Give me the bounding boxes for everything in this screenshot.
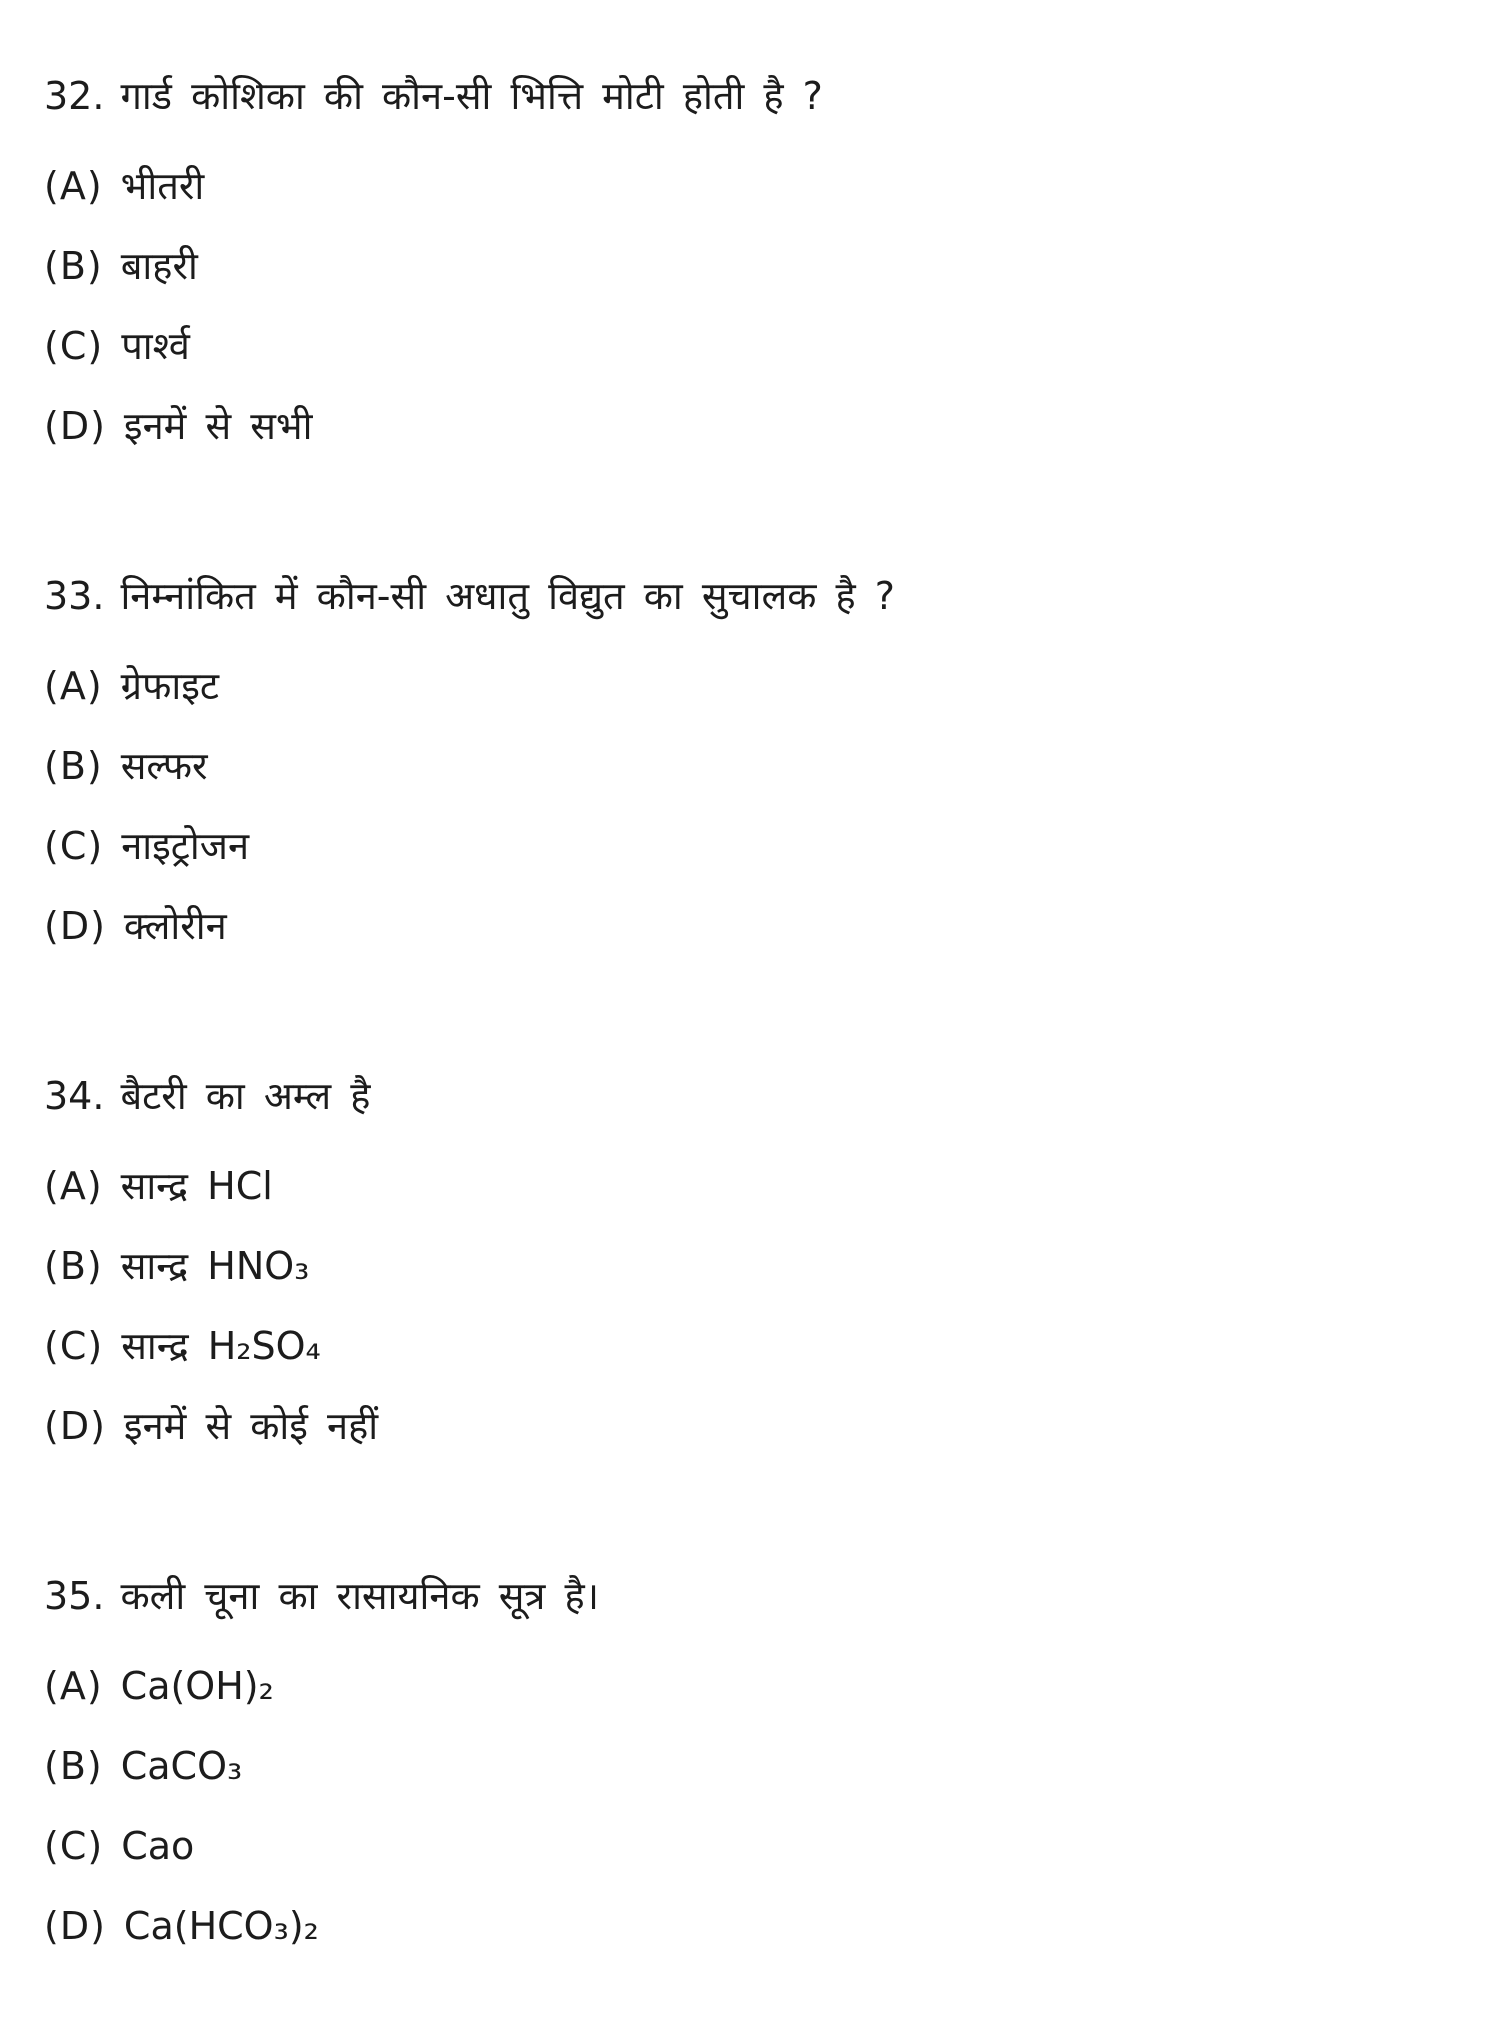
- question-34: [44, 1073, 1465, 1449]
- option-text: सल्फर: [120, 744, 208, 788]
- option-b: [44, 1743, 1465, 1789]
- option-label: (B): [44, 1244, 103, 1288]
- option-d: [44, 403, 1465, 449]
- option-label: (A): [44, 164, 103, 208]
- option-text: इनमें से सभी: [123, 404, 313, 448]
- question-35: [44, 1573, 1465, 1949]
- question-text: गार्ड कोशिका की कौन-सी भित्ति मोटी होती है ?: [120, 74, 823, 118]
- question-number: 35.: [44, 1574, 105, 1618]
- option-label: (D): [44, 404, 106, 448]
- option-label: (B): [44, 244, 103, 288]
- option-text: क्लोरीन: [123, 904, 227, 948]
- option-text: Cao: [121, 1824, 195, 1868]
- option-text: नाइट्रोजन: [121, 824, 250, 868]
- option-label: (A): [44, 664, 103, 708]
- question-line: [44, 573, 1465, 619]
- option-text: सान्द्र HNO₃: [120, 1244, 310, 1288]
- option-c: [44, 1823, 1465, 1869]
- option-label: (C): [44, 324, 104, 368]
- option-d: [44, 1903, 1465, 1949]
- option-text: CaCO₃: [120, 1744, 243, 1788]
- question-number: 33.: [44, 574, 105, 618]
- question-33: [44, 573, 1465, 949]
- question-line: [44, 1073, 1465, 1119]
- option-text: पार्श्व: [121, 324, 190, 368]
- option-a: [44, 163, 1465, 209]
- option-a: [44, 1163, 1465, 1209]
- option-label: (B): [44, 1744, 103, 1788]
- question-text: निम्नांकित में कौन-सी अधातु विद्युत का सुचालक है ?: [120, 574, 895, 618]
- option-c: [44, 823, 1465, 869]
- option-b: [44, 243, 1465, 289]
- option-c: [44, 1323, 1465, 1369]
- option-text: सान्द्र HCl: [120, 1164, 273, 1208]
- option-b: [44, 1243, 1465, 1289]
- question-line: [44, 1573, 1465, 1619]
- option-d: [44, 903, 1465, 949]
- question-32: [44, 73, 1465, 449]
- option-label: (A): [44, 1664, 103, 1708]
- question-number: 32.: [44, 74, 105, 118]
- question-text: कली चूना का रासायनिक सूत्र है।: [120, 1574, 600, 1618]
- option-text: भीतरी: [120, 164, 205, 208]
- option-text: Ca(OH)₂: [120, 1664, 274, 1708]
- option-label: (A): [44, 1164, 103, 1208]
- option-label: (D): [44, 1904, 106, 1948]
- option-label: (C): [44, 1324, 104, 1368]
- option-label: (D): [44, 904, 106, 948]
- option-b: [44, 743, 1465, 789]
- question-text: बैटरी का अम्ल है: [120, 1074, 371, 1118]
- option-text: ग्रेफाइट: [120, 664, 220, 708]
- option-d: [44, 1403, 1465, 1449]
- option-c: [44, 323, 1465, 369]
- option-text: Ca(HCO₃)₂: [123, 1904, 319, 1948]
- question-number: 34.: [44, 1074, 105, 1118]
- option-a: [44, 1663, 1465, 1709]
- option-label: (B): [44, 744, 103, 788]
- option-text: इनमें से कोई नहीं: [123, 1404, 379, 1448]
- option-a: [44, 663, 1465, 709]
- question-line: [44, 73, 1465, 119]
- option-label: (C): [44, 1824, 104, 1868]
- option-label: (C): [44, 824, 104, 868]
- option-text: सान्द्र H₂SO₄: [121, 1324, 321, 1368]
- option-text: बाहरी: [120, 244, 198, 288]
- option-label: (D): [44, 1404, 106, 1448]
